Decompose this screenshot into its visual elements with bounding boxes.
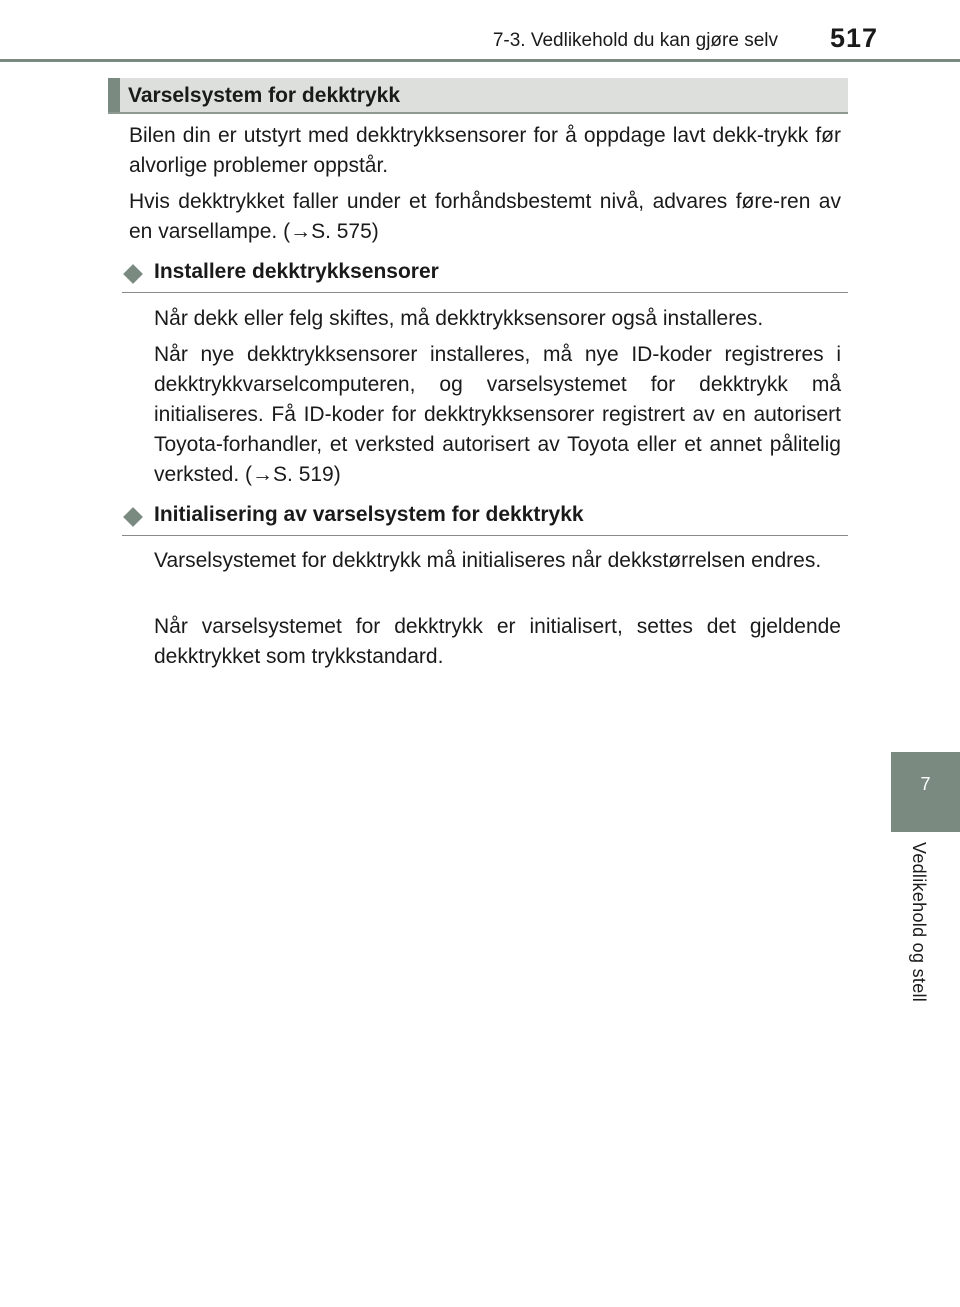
subsection-paragraph: Når varselsystemet for dekktrykk er initialisert, settes det gjeldende dekktrykket som trykkstandard. [154, 615, 841, 668]
intro-paragraph: Bilen din er utstyrt med dekktrykksensorer for å oppdage lavt dekk-trykk før alvorlige problemer oppstår. [129, 124, 841, 177]
section-title: Varselsystem for dekktrykk [128, 84, 401, 107]
diamond-bullet-icon [123, 507, 143, 527]
page-header [0, 0, 960, 62]
subsection-paragraph: Når nye dekktrykksensorer installeres, må nye ID-koder registreres i dekktrykkvarselcomputeren, og varselsystemet for dekktrykk må initialiseres. Få ID-koder for dekktrykksensorer registrert av en autorisert Toyota-forhandler, et verksted autorisert av Toyota eller et annet pålitelig verksted. (→S. 519) [154, 343, 841, 486]
page-number: 517 [829, 23, 878, 53]
subsection-paragraph: Når dekk eller felg skiftes, må dekktrykksensorer også installeres. [154, 307, 764, 330]
subsection-heading-text: Initialisering av varselsystem for dekktrykk [154, 503, 584, 526]
chapter-tab[interactable] [891, 752, 960, 832]
chapter-tab-label: Vedlikehold og stell [909, 842, 929, 1003]
subsection-heading-installere [122, 260, 848, 293]
section-title-accent [108, 78, 120, 112]
header-divider [0, 59, 960, 62]
intro-paragraph: Hvis dekktrykket faller under et forhåndsbestemt nivå, advares føre-ren av en varsellampe. (→S. 575) [129, 190, 841, 243]
subsection-heading-initialisering [122, 503, 848, 536]
chapter-tab-number: 7 [920, 774, 931, 794]
section-title-box [108, 78, 848, 114]
subsection-paragraph: Varselsystemet for dekktrykk må initialiseres når dekkstørrelsen endres. [154, 549, 822, 572]
subsection-heading-text: Installere dekktrykksensorer [154, 260, 439, 283]
diamond-bullet-icon [123, 264, 143, 284]
chapter-section-title: 7-3. Vedlikehold du kan gjøre selv [492, 30, 778, 51]
